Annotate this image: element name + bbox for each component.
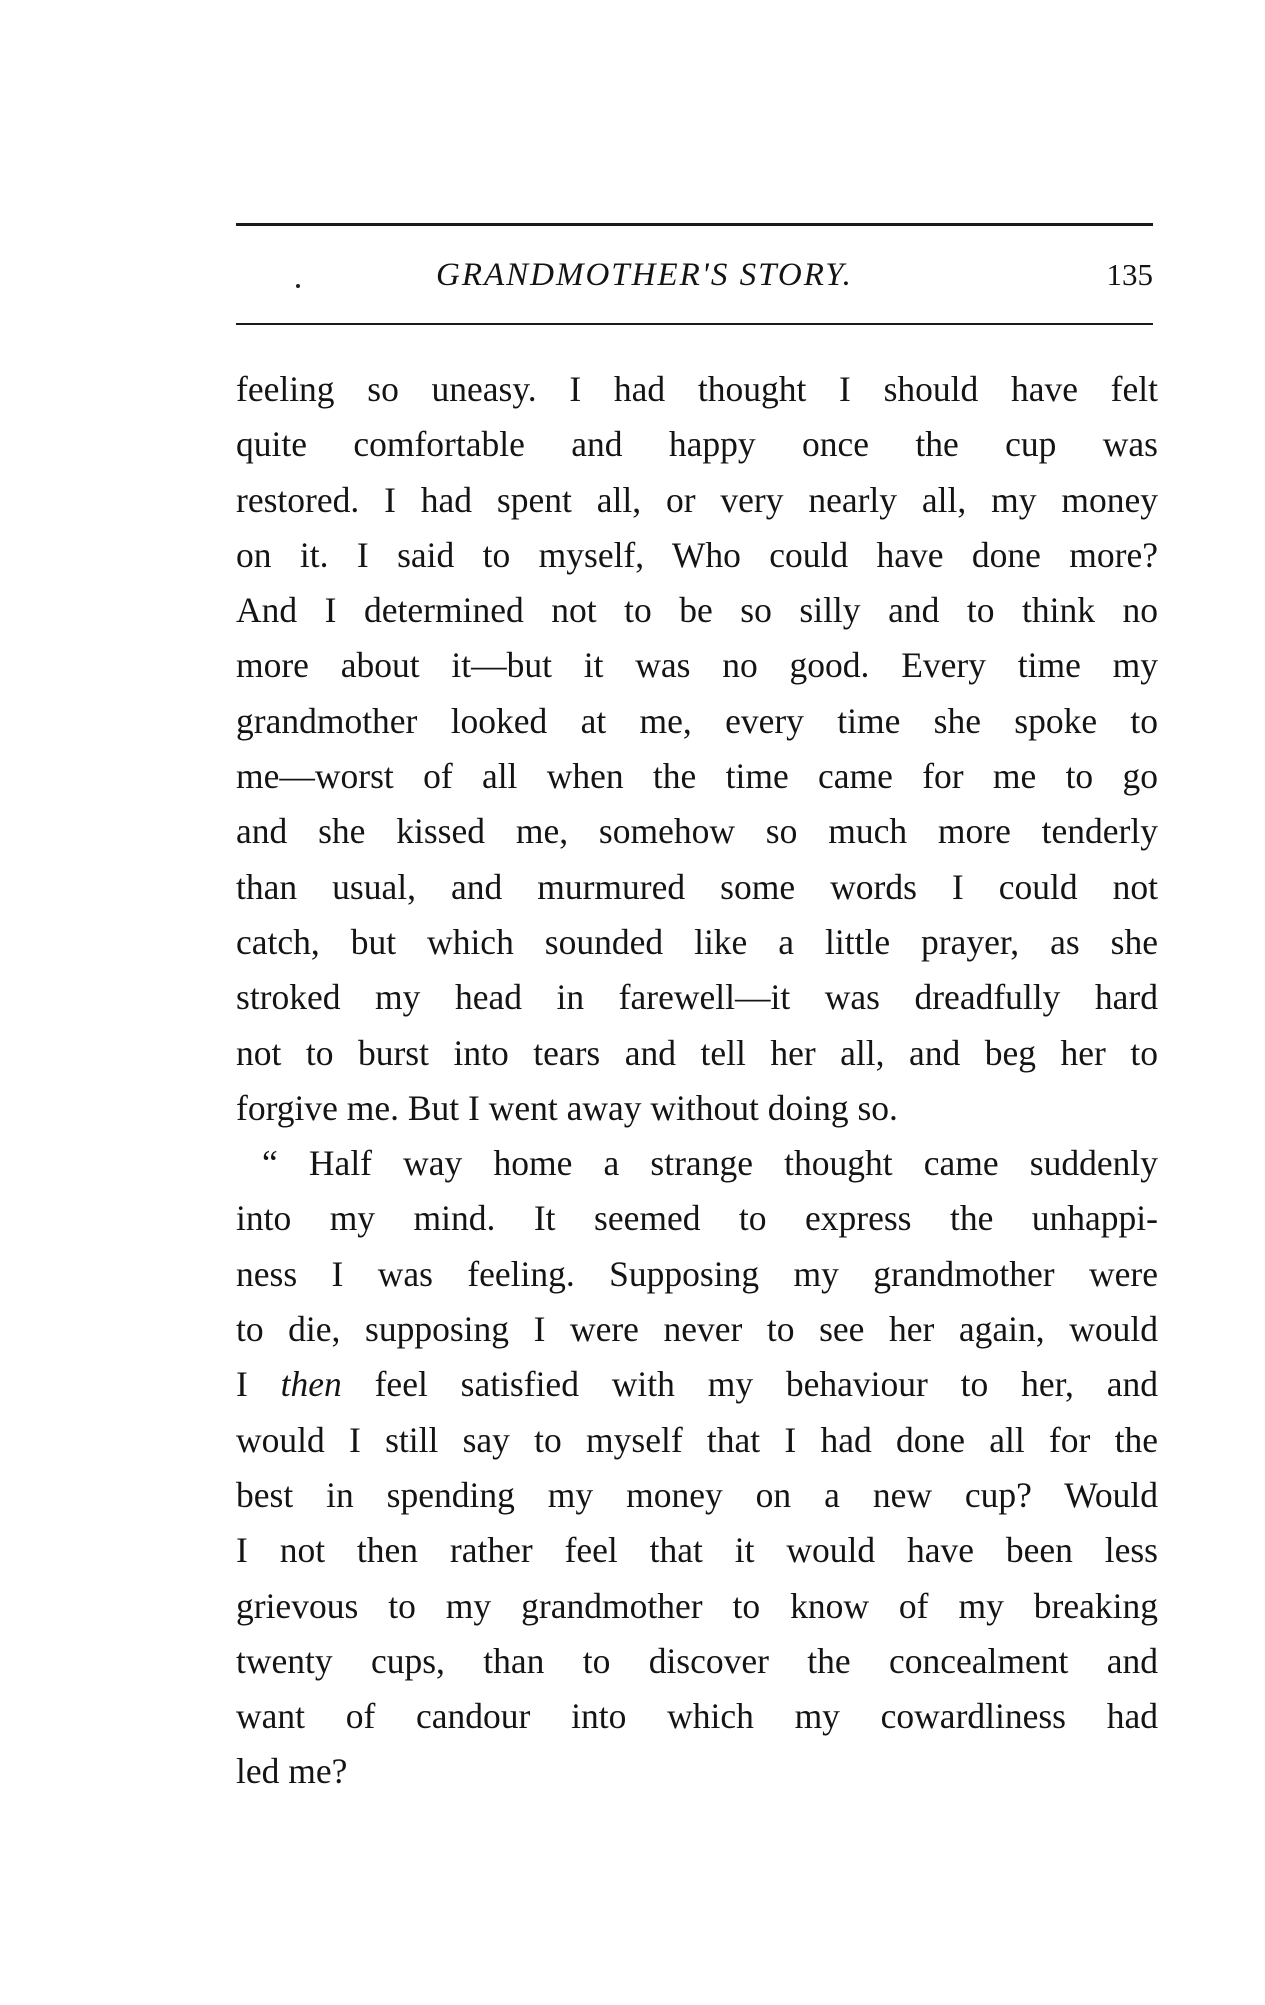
text-line: not to burst into tears and tell her all, and beg her to: [236, 1032, 1158, 1073]
text-line: best in spending my money on a new cup? Would: [236, 1474, 1158, 1515]
text-line: grandmother looked at me, every time she spoke to: [236, 700, 1158, 741]
paragraph: [236, 362, 1158, 1136]
text-line: And I determined not to be so silly and to think no: [236, 590, 1158, 631]
text-line: feeling so uneasy. I had thought I should have felt: [236, 369, 1158, 409]
text-line: led me?: [236, 1751, 348, 1792]
text-line: I then feel satisfied with my behaviour to her, and: [236, 1364, 1158, 1405]
text-line: forgive me. But I went away without doing so.: [236, 1087, 898, 1128]
text-line: and she kissed me, somehow so much more tenderly: [236, 811, 1158, 852]
text-line: than usual, and murmured some words I could not: [236, 866, 1158, 907]
text-line: I not then rather feel that it would have been less: [236, 1530, 1158, 1571]
text-line: me—worst of all when the time came for me to go: [236, 756, 1158, 797]
text-line: grievous to my grandmother to know of my breaking: [236, 1585, 1158, 1626]
header-dot: [296, 284, 300, 288]
text-line: twenty cups, than to discover the concealment and: [236, 1640, 1158, 1681]
page-header: [236, 250, 1153, 300]
emphasis: then: [280, 1364, 342, 1405]
text-line: “ Half way home a strange thought came suddenly: [262, 1143, 1158, 1184]
body-text: [236, 362, 1158, 1800]
running-head: GRANDMOTHER'S STORY.: [436, 257, 853, 293]
text-line: more about it—but it was no good. Every time my: [236, 645, 1158, 686]
text-line: stroked my head in farewell—it was dreadfully hard: [236, 977, 1158, 1018]
header-top-rule: [236, 223, 1153, 226]
text-line: restored. I had spent all, or very nearly all, my money: [236, 479, 1158, 520]
header-bottom-rule: [236, 323, 1153, 325]
page-number: 135: [1106, 257, 1153, 292]
paragraph: [236, 1136, 1158, 1800]
text-line: want of candour into which my cowardliness had: [236, 1696, 1158, 1737]
text-line: ness I was feeling. Supposing my grandmother were: [236, 1253, 1158, 1294]
text-line: catch, but which sounded like a little prayer, as she: [236, 921, 1158, 962]
text-line: on it. I said to myself, Who could have done more?: [236, 534, 1158, 575]
text-line: to die, supposing I were never to see her again, would: [236, 1309, 1158, 1350]
text-line: into my mind. It seemed to express the unhappi-: [236, 1198, 1158, 1239]
text-line: quite comfortable and happy once the cup was: [236, 424, 1158, 465]
text-line: would I still say to myself that I had done all for the: [236, 1419, 1158, 1460]
